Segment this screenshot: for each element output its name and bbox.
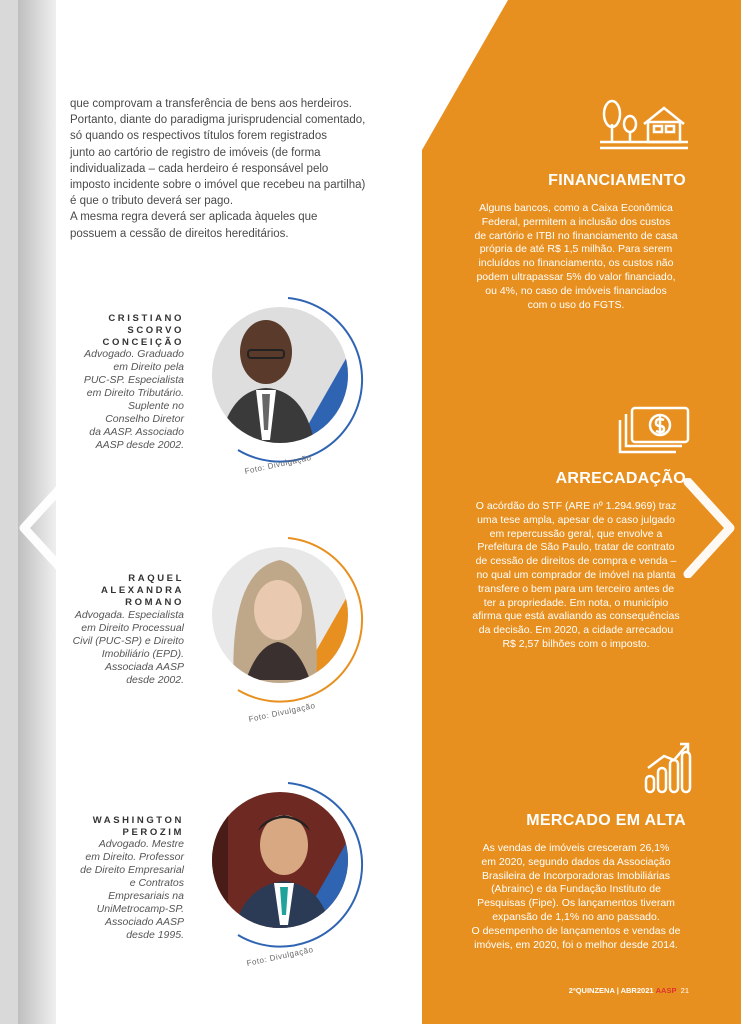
author-bio: Advogado. Graduado em Direito pela PUC-SP. Especialista em Direito Tributário. Suplente no Conselho Diretor da AASP. Associado AASP desde 2002. [83,348,184,451]
photo-credit: Foto: Divulgação [243,453,313,476]
author-photo-cristiano [198,290,378,470]
arrecadacao-title: ARRECADAÇÃO [555,470,686,487]
intro-line: junto ao cartório de registro de imóveis (de forma [70,146,321,159]
financiamento-title: FINANCIAMENTO [548,172,686,189]
author-name: RAQUEL ALEXANDRA ROMANO [100,573,184,608]
photo-credit: Foto: Divulgação [247,701,317,724]
intro-line: individualizada – cada herdeiro é responsável pelo [70,162,329,175]
previous-page-arrow-icon[interactable] [14,478,74,578]
intro-line: só quando os respectivos títulos forem registrados [70,130,327,143]
mercado-text: As vendas de imóveis cresceram 26,1% em 2020, segundo dados da Associação Brasileira de Incorporadoras Imobiliárias (Abrainc) e da Fundação Instituto de Pesquisas (Fipe). Os lançamentos tiveram expansão de 1,1% no ano passado. O desempenho de lançamentos e vendas de imóveis, em 2020, foi o melhor desde 2014. [471,842,681,951]
money-bills-icon [618,404,692,456]
intro-line: Portanto, diante do paradigma jurisprudencial comentado, [70,114,366,127]
arrecadacao-text: O acórdão do STF (ARE nº 1.294.969) traz uma tese ampla, apesar de o caso julgado em repercussão geral, que envolve a Prefeitura de São Paulo, tratar de contrato de cessão de direitos de compra e venda – no qual um comprador de imóvel na planta transfere o bem para um terceiro antes de ter a propriedade. Em nota, o município afirma que está avaliando as consequências da decisão. Em 2020, a cidade arrecadou R$ 2,57 bilhões com o imposto. [472,500,680,650]
footer-year: 2021 [636,986,654,995]
page-footer [569,986,689,995]
growth-chart-icon [644,740,692,794]
intro-line: possuem a cessão de direitos hereditários. [70,227,289,240]
house-trees-icon [598,98,690,152]
author-name: CRISTIANO SCORVO CONCEIÇÃO [102,313,184,348]
page-number: 21 [680,986,689,995]
author-photo-washington [198,775,378,955]
intro-line: A mesma regra deverá ser aplicada àqueles que [70,211,318,224]
author-photo-raquel [198,530,378,710]
financiamento-text: Alguns bancos, como a Caixa Econômica Federal, permitem a inclusão dos custos de cartório e ITBI no financiamento de casa própria de até R$ 1,5 milhão. Para serem incluídos no financiamento, os custos não podem ultrapassar 5% do valor financiado, ou 4%, no caso de imóveis financiados com o uso do FGTS. [474,202,678,311]
author-bio: Advogada. Especialista em Direito Processual Civil (PUC-SP) e Direito Imobiliário (EPD). Associada AASP desde 2002. [72,609,184,686]
footer-edition: 2ªQUINZENA | ABR [568,986,637,995]
intro-line: que comprovam a transferência de bens aos herdeiros. [70,98,352,110]
author-name: WASHINGTON PEROZIM [92,815,184,838]
intro-line: é que o tributo deverá ser pago. [70,195,234,208]
intro-line: imposto incidente sobre o imóvel que recebeu na partilha) [70,179,366,192]
author-bio: Advogado. Mestre em Direito. Professor de Direito Empresarial e Contratos Empresariais na UniMetrocamp-SP. Associado AASP desde 1995. [80,838,184,941]
mercado-title: MERCADO EM ALTA [526,812,686,829]
next-page-arrow-icon[interactable] [678,478,738,578]
photo-credit: Foto: Divulgação [245,945,315,968]
intro-paragraph [70,96,370,242]
footer-brand: AASP [655,986,677,995]
magazine-page [18,0,741,1024]
